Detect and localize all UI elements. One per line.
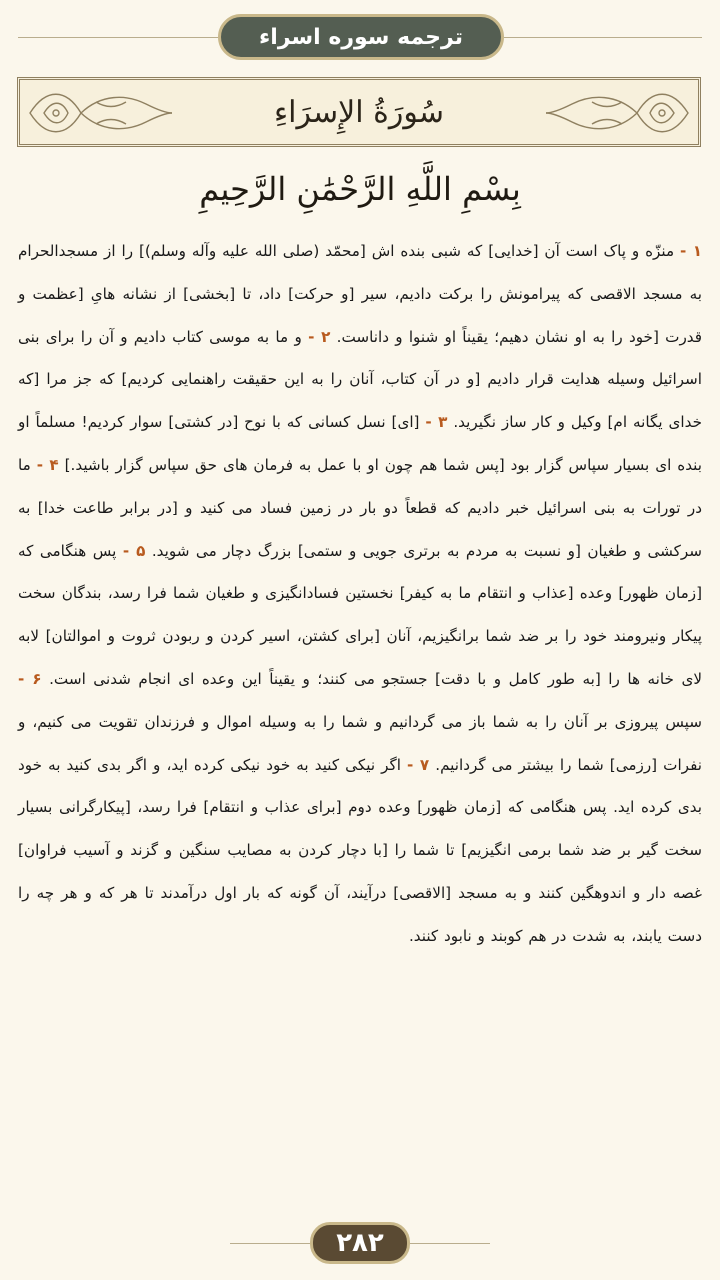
- footer-rule-left: [230, 1243, 310, 1244]
- verse-text: ما در تورات به بنی اسرائیل خبر دادیم که قطعاً دو بار در زمین فساد می کنید و [در برابر طاعت خدا] به سرکشی و طغیان [و نسبت به مردم به برتری جویی و ستمی] بزرگ دچار می شوید.: [18, 455, 702, 560]
- bismillah: بِسْمِ اللَّهِ الرَّحْمَٰنِ الرَّحِيمِ: [199, 170, 521, 208]
- right-ornament-icon: [542, 84, 692, 142]
- page-number: ۲۸۲: [310, 1222, 410, 1264]
- left-ornament-icon: [26, 84, 176, 142]
- page-title: ترجمه سوره اسراء: [218, 14, 504, 60]
- footer-rule-right: [410, 1243, 490, 1244]
- verse-number: ۱ -: [680, 242, 703, 260]
- verse-text: پس هنگامی که [زمان ظهور] وعده [عذاب و انتقام ما به کیفر] نخستین فسادانگیزی و طغیان شما فرا رسد، بندگان سخت پیکار ونیرومند خود را بر ضد شما برانگیزیم، آنان [برای کشتن، اسیر کردن و ربودن ثروت و اموالتان] لابه لای خانه ها را [به طور کامل و با دقت] جستجو می کنند؛ و یقیناً این وعده ای انجام شدنی است.: [18, 541, 702, 688]
- verse-number: ۷ -: [407, 755, 430, 774]
- translation-text: [18, 230, 702, 958]
- verse-text: اگر نیکی کنید به خود نیکی کرده اید، و اگر بدی کنید به خود بدی کرده اید. پس هنگامی که [زمان ظهور] وعده دوم [برای عذاب و انتقام] فرا رسد، [پیکارگرانی بسیار سخت گیر بر ضد شما برمی انگیزیم] تا شما را [با دچار کردن به مصایب سنگین و گزند و آسیب فراوان] غصه دار و اندوهگین کنند و به مسجد [الاقصی] درآیند، آن گونه که بار اول درآمدند تا هر که و هر چه را دست یابند، به شدت در هم کوبند و نابود کنند.: [18, 755, 702, 945]
- header-rule-left: [18, 37, 218, 38]
- header-rule-right: [504, 37, 702, 38]
- verse-number: ۳ -: [425, 413, 448, 432]
- verse-text: [ای] نسل کسانی که با نوح [در کشتی] سوار کردیم! مسلماً او بنده ای بسیار سپاس گزار بود [پس شما هم چون او با عمل به فرمان های حق سپاس گزار باشید.]: [18, 413, 702, 474]
- verse-text: منزّه و پاک است آن [خدایی] که شبی بنده اش [محمّد (صلی الله علیه وآله وسلم)] را از مسجدالحرام به مسجد الاقصی که پیرامونش را برکت دادیم، سیر [و حرکت] داد، تا [بخشی] از نشانه هایِ [عظمت و قدرت [خود را به او نشان دهیم؛ یقیناً او شنوا و داناست.: [18, 242, 703, 346]
- verse-number: ۴ -: [36, 455, 59, 474]
- verse-text: سپس پیروزی بر آنان را به شما باز می گردانیم و شما را به وسیله اموال و فرزندان تقویت می کنیم، و نفرات [رزمی] شما را بیشتر می گردانیم.: [18, 712, 702, 774]
- surah-name: سُورَةُ الإِسرَاءِ: [274, 94, 444, 130]
- verse-number: ۲ -: [308, 327, 331, 346]
- verse-number: ۵ -: [122, 541, 146, 560]
- surah-banner: [17, 77, 701, 147]
- verse-number: ۶ -: [18, 669, 42, 688]
- verse-text: و ما به موسی کتاب دادیم و آن را برای بنی اسرائیل وسیله هدایت قرار دادیم [و در آن کتاب، آنان را به این حقیقت راهنمایی کردیم] که جز مرا [که خدای یگانه ام] وکیل و کار ساز نگیرید.: [18, 327, 702, 432]
